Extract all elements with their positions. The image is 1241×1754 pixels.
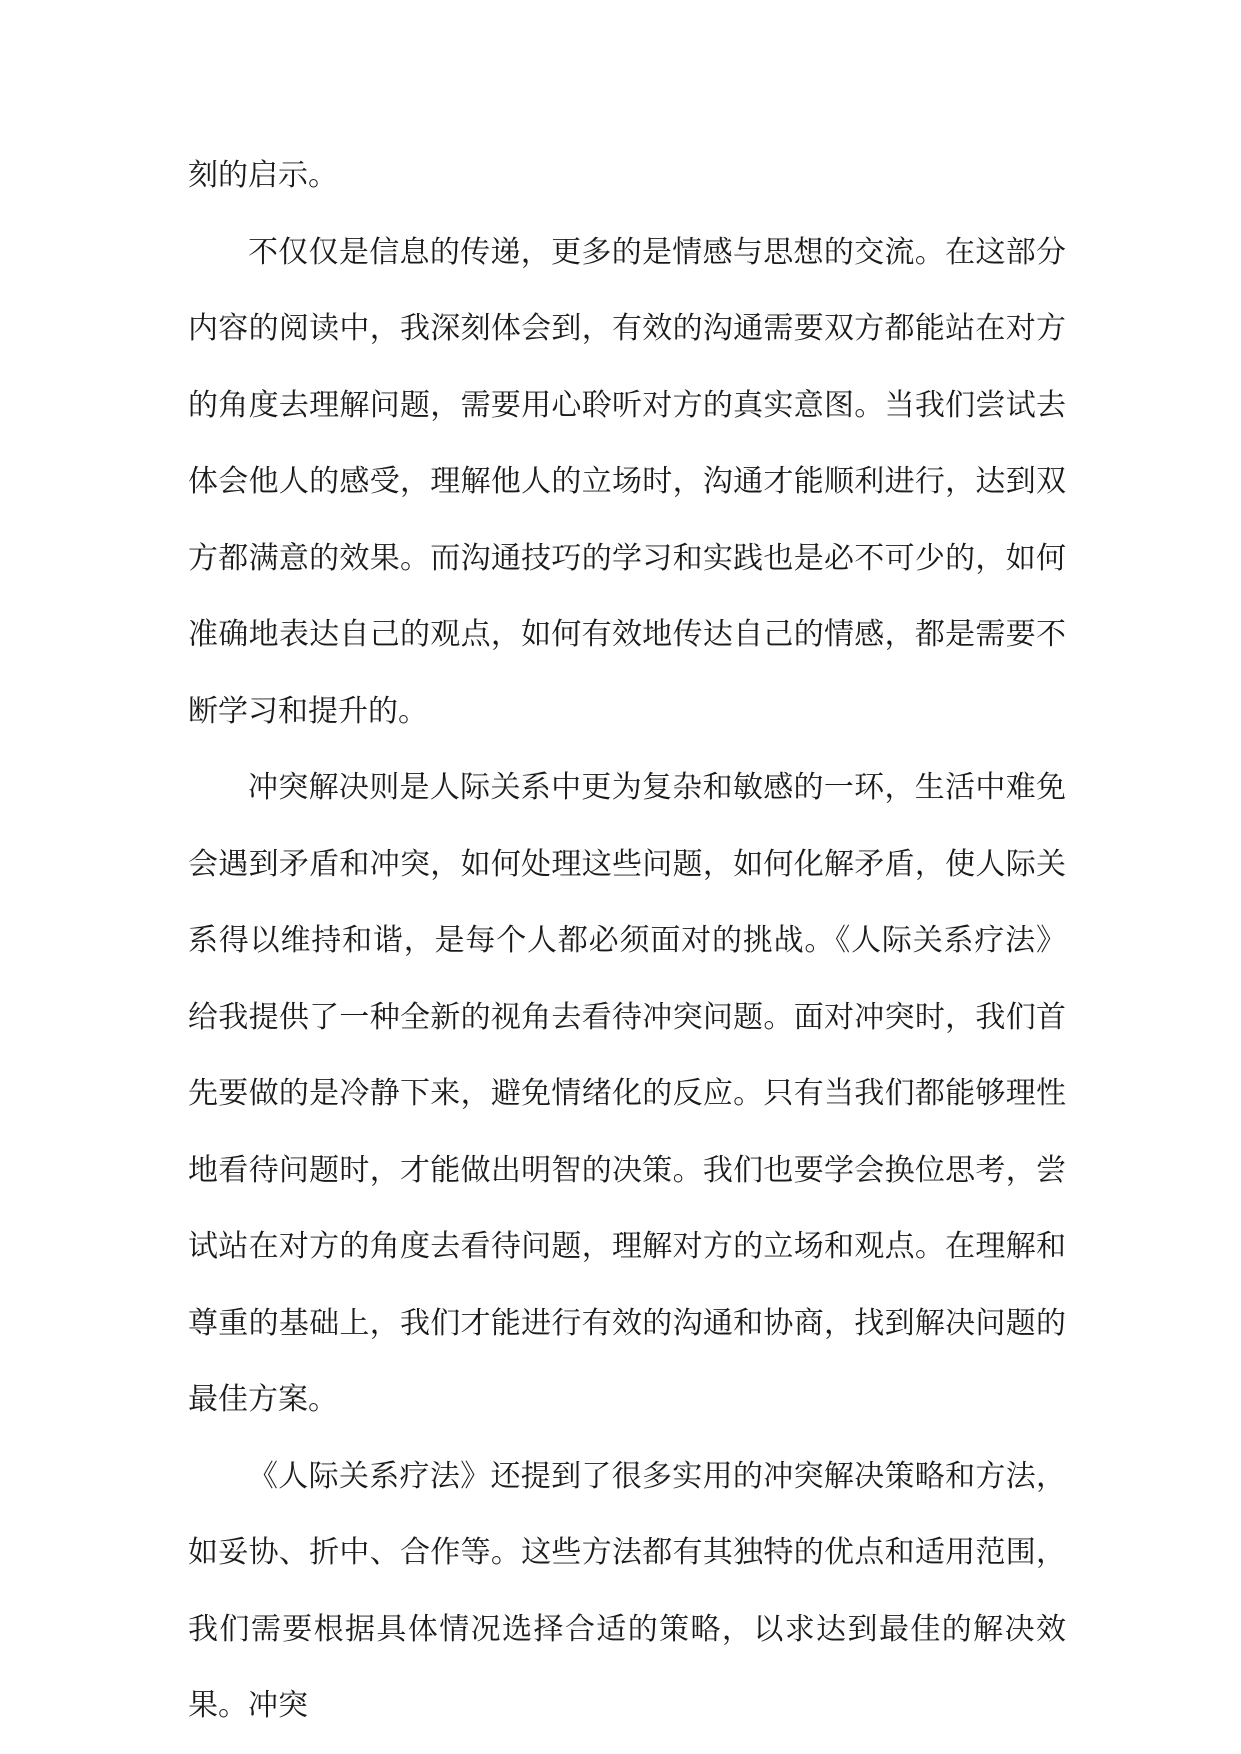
paragraph-strategies: 《人际关系疗法》还提到了很多实用的冲突解决策略和方法，如妥协、折中、合作等。这些方法都有其独特的优点和适用范围，我们需要根据具体情况选择合适的策略，以求达到最佳的解决效果。冲突: [188, 1458, 1066, 1723]
paragraph-continuation: 刻的启示。: [188, 158, 338, 193]
paragraph-communication: 不仅仅是信息的传递，更多的是情感与思想的交流。在这部分内容的阅读中，我深刻体会到，有效的沟通需要双方都能站在对方的角度去理解问题，需要用心聆听对方的真实意图。当我们尝试去体会他人的感受，理解他人的立场时，沟通才能顺利进行，达到双方都满意的效果。而沟通技巧的学习和实践也是必不可少的，如何准确地表达自己的观点，如何有效地传达自己的情感，都是需要不断学习和提升的。: [188, 234, 1066, 729]
paragraph-conflict-resolution: 冲突解决则是人际关系中更为复杂和敏感的一环，生活中难免会遇到矛盾和冲突，如何处理这些问题，如何化解矛盾，使人际关系得以维持和谐，是每个人都必须面对的挑战。《人际关系疗法》给我提供了一种全新的视角去看待冲突问题。面对冲突时，我们首先要做的是冷静下来，避免情绪化的反应。只有当我们都能够理性地看待问题时，才能做出明智的决策。我们也要学会换位思考，尝试站在对方的角度去看待问题，理解对方的立场和观点。在理解和尊重的基础上，我们才能进行有效的沟通和协商，找到解决问题的最佳方案。: [188, 770, 1066, 1417]
body-text: [188, 138, 1066, 1745]
